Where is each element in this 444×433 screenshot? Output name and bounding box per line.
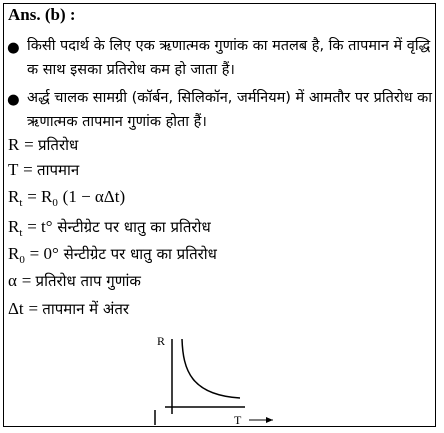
r0-sub: 0 <box>19 254 25 266</box>
def-rt: $R_t = t^\circ$ सेन्टीग्रेट पर धातु का प्रतिरोध <box>8 217 211 239</box>
rt-value: t° <box>41 217 53 236</box>
def-r0: $R_0 = 0^\circ$ सेन्टीग्रेट पर धातु का प्रतिरोध <box>8 244 217 266</box>
bullet-dot: ● <box>7 92 20 108</box>
bullet-text-1: किसी पदार्थ के लिए एक ऋणात्मक गुणांक का मतलब है, कि तापमान में वृद्धि क साथ इसका प्रतिरोध कम हो जाता हैं। <box>27 38 431 78</box>
equation: $R_t = R_0$ (1 − αΔt) <box>8 187 126 209</box>
resistance-temperature-graph <box>145 325 285 425</box>
eq-mid-sub: 0 <box>52 197 58 209</box>
rt-symbol: R <box>8 217 20 236</box>
answer-heading: Ans. (b) : <box>8 5 76 24</box>
delta-t-text: तापमान में अंतर <box>42 300 130 318</box>
def-alpha: α = प्रतिरोध ताप गुणांक <box>8 271 141 290</box>
def-r: R = प्रतिरोध <box>8 135 79 154</box>
r-text: प्रतिरोध <box>37 136 79 154</box>
bullet-text-2: अर्द्ध चालक सामग्री (कॉर्बन, सिलिकॉन, जर्मनियम) में आमतौर पर प्रतिरोध का ऋणात्मक तापमान गुणांक होता हैं। <box>27 90 433 130</box>
y-axis-label: R <box>157 334 166 348</box>
def-t: T = तापमान <box>8 160 80 179</box>
rt-text: सेन्टीग्रेट पर धातु का प्रतिरोध <box>57 218 211 236</box>
alpha-text: प्रतिरोध ताप गुणांक <box>35 272 141 290</box>
resistance-curve <box>182 339 240 398</box>
def-delta-t: Δt = तापमान में अंतर <box>8 299 130 318</box>
r0-symbol: R <box>8 244 20 263</box>
eq-paren: (1 − αΔt) <box>62 187 126 206</box>
bullet-dot: ● <box>7 40 20 56</box>
eq-lhs: R <box>8 187 20 206</box>
r0-text: सेन्टीग्रेट पर धातु का प्रतिरोध <box>63 245 217 263</box>
r0-value: 0° <box>43 244 59 263</box>
alpha-symbol: α <box>8 271 17 290</box>
rt-sub: t <box>19 227 23 239</box>
r-symbol: R <box>8 135 20 154</box>
delta-t-symbol: Δt <box>8 299 24 318</box>
t-symbol: T <box>8 160 19 179</box>
x-axis-label: T <box>234 413 242 425</box>
eq-lhs-sub: t <box>19 197 23 209</box>
eq-mid: R <box>41 187 53 206</box>
t-text: तापमान <box>37 161 80 179</box>
x-axis-arrowhead <box>266 417 273 423</box>
